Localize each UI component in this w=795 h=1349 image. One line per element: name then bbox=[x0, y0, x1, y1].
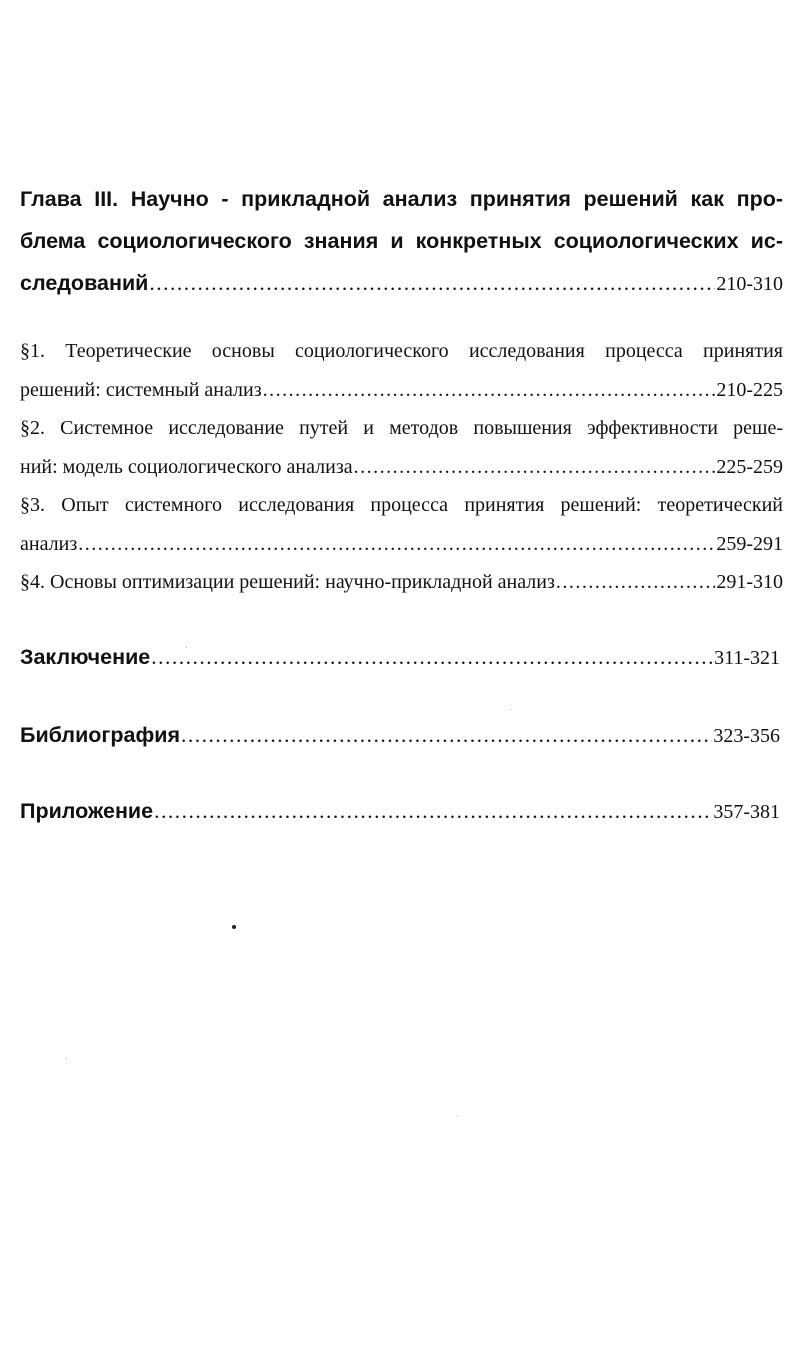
section-entry-3 bbox=[20, 486, 783, 563]
conclusion-label: Заключение bbox=[20, 645, 151, 669]
chapter-heading-line-2: блема социологического знания и конкретных социологических ис- bbox=[20, 229, 783, 253]
dot-leader bbox=[556, 563, 715, 602]
chapter-pages: 210-310 bbox=[716, 273, 783, 295]
bibliography-entry bbox=[20, 720, 780, 751]
scan-speck bbox=[186, 647, 187, 648]
section-4-pages: 291-310 bbox=[716, 571, 783, 593]
section-entry-2 bbox=[20, 409, 783, 486]
section-3-line-2 bbox=[20, 525, 783, 564]
section-3-last-text: анализ bbox=[20, 532, 78, 555]
scan-speck bbox=[510, 709, 511, 710]
section-4-line-1 bbox=[20, 563, 783, 602]
section-3-line-1: §3. Опыт системного исследования процесса принятия решений: теоретический bbox=[20, 494, 783, 516]
conclusion-pages: 311-321 bbox=[714, 647, 780, 669]
section-3-pages: 259-291 bbox=[716, 532, 783, 555]
bibliography-label: Библиография bbox=[20, 723, 181, 747]
section-4-text: §4. Основы оптимизации решений: научно-прикладной анализ bbox=[20, 571, 555, 593]
chapter-heading-line-1: Глава III. Научно - прикладной анализ принятия решений как про- bbox=[20, 187, 783, 211]
bibliography-row bbox=[20, 720, 780, 751]
dot-leader bbox=[154, 796, 712, 826]
dot-leader bbox=[78, 525, 715, 564]
section-list bbox=[20, 332, 783, 602]
section-2-last-text: ний: модель социологического анализа bbox=[20, 455, 353, 478]
scan-speck bbox=[232, 925, 236, 929]
appendix-row bbox=[20, 796, 780, 827]
dot-leader bbox=[149, 262, 715, 304]
section-2-pages: 225-259 bbox=[716, 455, 783, 478]
section-1-line-2 bbox=[20, 371, 783, 410]
chapter-heading bbox=[20, 178, 783, 305]
conclusion-entry bbox=[20, 642, 780, 673]
conclusion-row bbox=[20, 642, 780, 673]
appendix-label: Приложение bbox=[20, 799, 154, 823]
dot-leader bbox=[263, 371, 716, 410]
scan-speck bbox=[457, 1116, 458, 1117]
section-entry-1 bbox=[20, 332, 783, 409]
appendix-pages: 357-381 bbox=[713, 801, 780, 823]
dot-leader bbox=[181, 720, 712, 750]
chapter-heading-last-text: следований bbox=[20, 271, 149, 295]
chapter-heading-line-3 bbox=[20, 262, 783, 305]
bibliography-pages: 323-356 bbox=[713, 725, 780, 747]
section-1-last-text: решений: системный анализ bbox=[20, 378, 262, 401]
scan-speck bbox=[66, 1058, 67, 1059]
dot-leader bbox=[151, 642, 713, 672]
dot-leader bbox=[354, 448, 716, 487]
section-1-pages: 210-225 bbox=[716, 378, 783, 401]
section-1-line-1: §1. Теоретические основы социологического исследования процесса принятия bbox=[20, 340, 783, 362]
section-2-line-2 bbox=[20, 448, 783, 487]
appendix-entry bbox=[20, 796, 780, 827]
section-2-line-1: §2. Системное исследование путей и методов повышения эффективности реше- bbox=[20, 417, 783, 439]
section-entry-4 bbox=[20, 563, 783, 602]
